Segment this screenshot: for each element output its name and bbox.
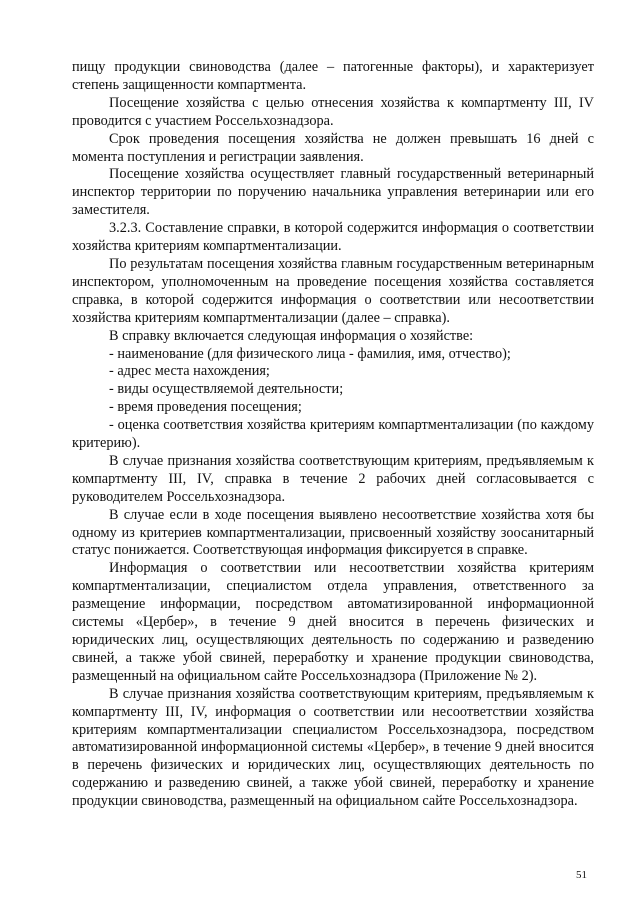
- section-heading-3-2-3: 3.2.3. Составление справки, в которой содержится информация о соответствии хозяйства критериям компартментализации.: [72, 220, 594, 255]
- paragraph-certificate-approval: В случае признания хозяйства соответствующим критериям, предъявляемым к компартменту III, IV, справка в течение 2 рабочих дней согласовывается с руководителем Россельхознадзора.: [72, 452, 594, 505]
- paragraph-visit-deadline: Срок проведения посещения хозяйства не должен превышать 16 дней с момента поступления и регистрации заявления.: [72, 130, 594, 165]
- paragraph-visit-participation: Посещение хозяйства с целью отнесения хозяйства к компартменту III, IV проводится с участием Россельхознадзора.: [72, 94, 594, 129]
- list-item-assessment: - оценка соответствия хозяйства критериям компартментализации (по каждому критерию).: [72, 417, 594, 452]
- page-number: 51: [576, 869, 587, 881]
- paragraph-visit-inspector: Посещение хозяйства осуществляет главный государственный ветеринарный инспектор территории по поручению начальника управления ветеринарии или его заместителя.: [72, 166, 594, 219]
- list-item-address: - адрес места нахождения;: [109, 363, 270, 380]
- list-item-activities: - виды осуществляемой деятельности;: [109, 381, 344, 398]
- paragraph-intro-continuation: пищу продукции свиноводства (далее – патогенные факторы), и характеризует степень защищенности компартмента.: [72, 59, 594, 93]
- list-item-visit-time: - время проведения посещения;: [109, 399, 302, 416]
- paragraph-certificate-drafting: По результатам посещения хозяйства главным государственным ветеринарным инспектором, уполномоченным на проведение посещения хозяйства составляется справка, в которой содержится информация о соответствии или несоответствии хозяйства критериям компартментализации (далее – справка).: [72, 255, 594, 326]
- paragraph-status-downgrade: В случае если в ходе посещения выявлено несоответствие хозяйства хотя бы одному из критериев компартментализации, присвоенный хозяйству зоосанитарный статус понижается. Соответствующая информация фиксируется в справке.: [72, 506, 594, 559]
- paragraph-certificate-contents-intro: В справку включается следующая информация о хозяйстве:: [109, 327, 474, 344]
- document-body: [72, 59, 594, 811]
- list-item-name: - наименование (для физического лица - фамилия, имя, отчество);: [109, 345, 511, 362]
- paragraph-registry-entry: Информация о соответствии или несоответствии хозяйства критериям компартментализации, специалистом отдела управления, ответственного за размещение информации, посредством автоматизированной информационной системы «Цербер», в течение 9 дней вносится в перечень физических и юридических лиц, осуществляющих деятельность по содержанию и разведению свиней, а также убой свиней, переработку и хранение продукции свиноводства, размещенный на официальном сайте Россельхознадзора (Приложение № 2).: [72, 560, 594, 684]
- paragraph-registry-entry-iii-iv: В случае признания хозяйства соответствующим критериям, предъявляемым к компартменту III, IV, информация о соответствии или несоответствии хозяйства критериям компартментализации специалистом Россельхознадзора, посредством автоматизированной информационной системы «Цербер», в течение 9 дней вносится в перечень физических и юридических лиц, осуществляющих деятельность по содержанию и разведению свиней, а также убой свиней, переработку и хранение продукции свиноводства, размещенный на официальном сайте Россельхознадзора.: [72, 685, 594, 810]
